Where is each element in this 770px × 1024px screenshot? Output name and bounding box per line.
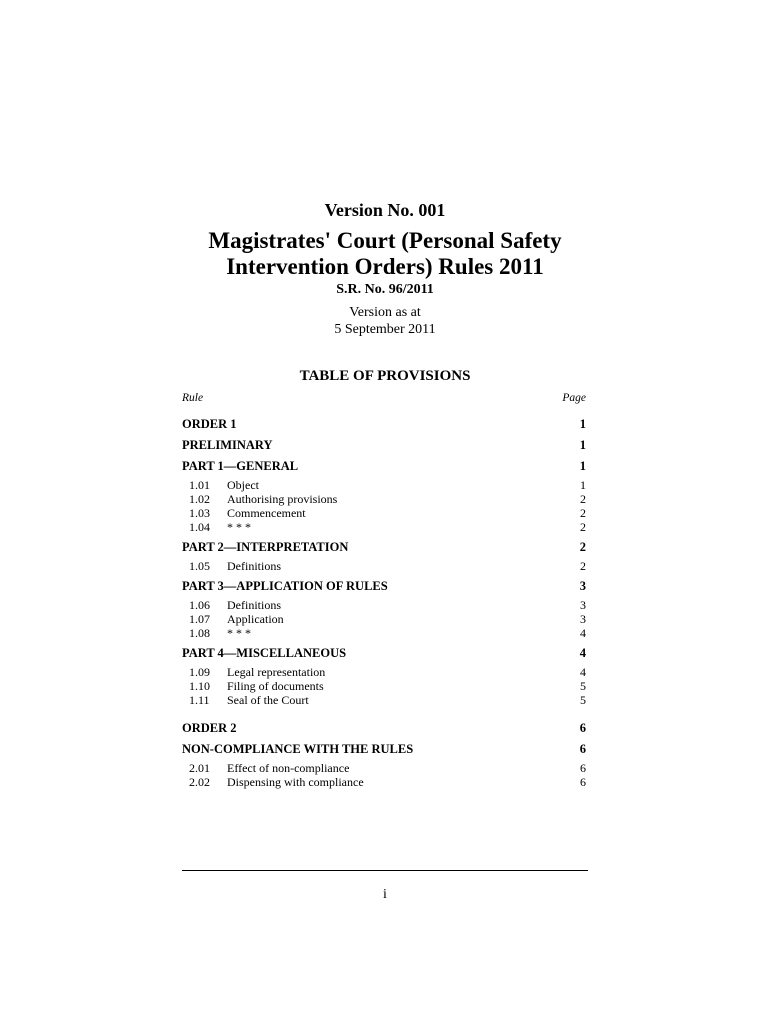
rule-number: 1.02 xyxy=(189,492,210,506)
order-title: PRELIMINARY xyxy=(182,438,273,452)
rule-number: 1.10 xyxy=(189,679,210,693)
title-line-1: Magistrates' Court (Personal Safety xyxy=(208,228,562,253)
rule-page: 5 xyxy=(580,693,586,707)
order-title: NON-COMPLIANCE WITH THE RULES xyxy=(182,742,414,756)
part-page: 3 xyxy=(579,579,586,593)
rule-page: 6 xyxy=(580,775,586,789)
toc-item xyxy=(182,679,586,693)
toc-items xyxy=(182,664,586,710)
statutory-rule-number: S.R. No. 96/2011 xyxy=(336,282,434,297)
version-as-at-label: Version as at xyxy=(349,305,421,320)
rule-title: Effect of non-compliance xyxy=(227,761,350,775)
toc-item xyxy=(182,506,586,520)
toc-item xyxy=(182,520,586,534)
rule-title: Dispensing with compliance xyxy=(227,775,364,789)
part-title: PART 3—APPLICATION OF RULES xyxy=(182,579,388,593)
toc-item xyxy=(182,478,586,492)
rule-title: Filing of documents xyxy=(227,679,324,693)
part-title: PART 1—GENERAL xyxy=(182,459,299,473)
order-page: 6 xyxy=(579,721,586,735)
rule-column-label: Rule xyxy=(182,392,204,404)
toc-item xyxy=(182,761,586,775)
version-number: Version No. 001 xyxy=(324,200,446,220)
rule-page: 4 xyxy=(580,665,586,679)
rule-page: 1 xyxy=(580,478,586,492)
toc-part-heading xyxy=(182,456,586,477)
toc-item xyxy=(182,626,586,640)
title-line-2: Intervention Orders) Rules 2011 xyxy=(226,254,544,279)
toc-items xyxy=(182,477,586,537)
order-page: 1 xyxy=(579,417,586,431)
rule-number: 1.03 xyxy=(189,506,210,520)
rule-number: 1.09 xyxy=(189,665,210,679)
rule-number: 1.07 xyxy=(189,612,210,626)
part-page: 2 xyxy=(579,540,586,554)
toc-part-heading xyxy=(182,643,586,664)
rule-title: * * * xyxy=(227,626,251,640)
table-of-provisions xyxy=(182,392,586,792)
toc-items xyxy=(182,558,586,576)
toc-items xyxy=(182,760,586,792)
toc-item xyxy=(182,665,586,679)
toc-items xyxy=(182,597,586,643)
rule-number: 2.01 xyxy=(189,761,210,775)
rule-title: Authorising provisions xyxy=(227,492,338,506)
toc-order-title xyxy=(182,739,586,760)
order-title-page: 6 xyxy=(579,742,586,756)
toc-column-headers xyxy=(182,392,586,414)
rule-number: 2.02 xyxy=(189,775,210,789)
rule-title: Seal of the Court xyxy=(227,693,309,707)
toc-item xyxy=(182,775,586,789)
rule-title: Object xyxy=(227,478,259,492)
rule-page: 2 xyxy=(580,506,586,520)
toc-order-heading xyxy=(182,718,586,739)
rule-number: 1.04 xyxy=(189,520,210,534)
part-page: 1 xyxy=(579,459,586,473)
rule-page: 6 xyxy=(580,761,586,775)
rule-number: 1.01 xyxy=(189,478,210,492)
rule-title: Definitions xyxy=(227,598,281,612)
rule-page: 5 xyxy=(580,679,586,693)
rule-page: 3 xyxy=(580,598,586,612)
rule-number: 1.11 xyxy=(189,693,210,707)
rule-page: 3 xyxy=(580,612,586,626)
toc-item xyxy=(182,598,586,612)
rule-title: Application xyxy=(227,612,284,626)
rule-page: 2 xyxy=(580,492,586,506)
version-date xyxy=(0,304,770,338)
document-title xyxy=(0,228,770,280)
toc-item xyxy=(182,559,586,573)
part-title: PART 4—MISCELLANEOUS xyxy=(182,646,347,660)
footer-page-number: i xyxy=(383,887,387,902)
rule-title: Definitions xyxy=(227,559,281,573)
rule-title: * * * xyxy=(227,520,251,534)
toc-item xyxy=(182,612,586,626)
rule-page: 2 xyxy=(580,559,586,573)
toc-part-heading xyxy=(182,576,586,597)
rule-title: Legal representation xyxy=(227,665,326,679)
toc-order-title xyxy=(182,435,586,456)
rule-number: 1.05 xyxy=(189,559,210,573)
part-page: 4 xyxy=(579,646,586,660)
toc-part-heading xyxy=(182,537,586,558)
rule-number: 1.06 xyxy=(189,598,210,612)
rule-title: Commencement xyxy=(227,506,306,520)
rule-number: 1.08 xyxy=(189,626,210,640)
rule-page: 4 xyxy=(580,626,586,640)
version-as-at-date: 5 September 2011 xyxy=(334,322,436,337)
toc-item xyxy=(182,693,586,707)
rule-page: 2 xyxy=(580,520,586,534)
order-label: ORDER 2 xyxy=(182,721,237,735)
order-title-page: 1 xyxy=(579,438,586,452)
footer-divider xyxy=(182,870,588,871)
part-title: PART 2—INTERPRETATION xyxy=(182,540,349,554)
toc-order-heading xyxy=(182,414,586,435)
toc-heading: TABLE OF PROVISIONS xyxy=(299,368,471,384)
toc-item xyxy=(182,492,586,506)
page-column-label: Page xyxy=(562,392,586,404)
order-label: ORDER 1 xyxy=(182,417,237,431)
